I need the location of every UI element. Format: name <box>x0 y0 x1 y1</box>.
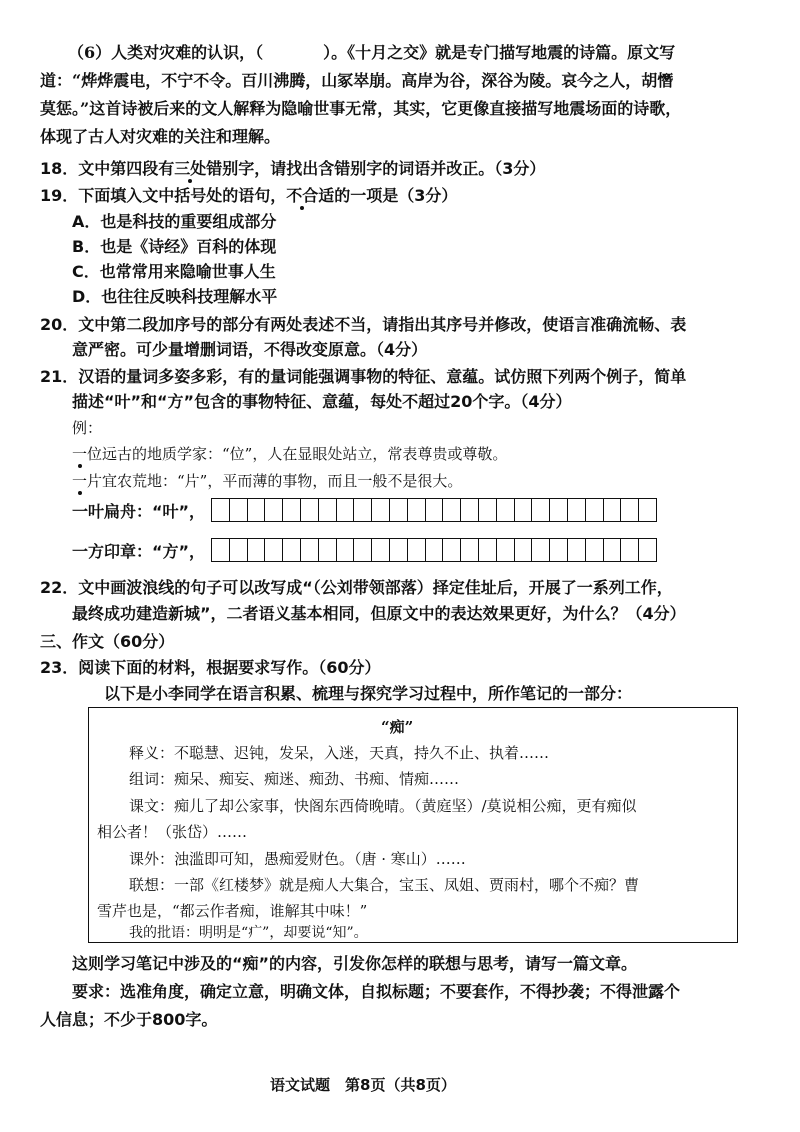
note-textbook-line-2: 相公者！（张岱）…… <box>97 823 248 841</box>
q19-option-a: A．也是科技的重要组成部分 <box>72 212 277 231</box>
answer-grid-cell[interactable] <box>426 539 444 561</box>
q19-option-d: D．也往往反映科技理解水平 <box>72 287 278 306</box>
q18-text-start: 18．文中第四段有 <box>40 159 175 178</box>
note-association-line-2: 雪芹也是，“都云作者痴，谁解其中味！” <box>97 902 368 920</box>
answer-grid-cell[interactable] <box>639 539 657 561</box>
q21-example-label: 例： <box>72 419 103 437</box>
answer-grid-cell[interactable] <box>586 539 604 561</box>
q21-example-2-dot: 一 <box>72 472 88 490</box>
answer-grid-2[interactable] <box>211 538 657 562</box>
question-23: 23．阅读下面的材料，根据要求写作。（60分） <box>40 658 381 677</box>
q19-text-start: 19．下面填入文中括号处的语句， <box>40 186 287 205</box>
essay-requirements-line-2: 人信息；不少于800字。 <box>40 1010 218 1029</box>
answer-grid-cell[interactable] <box>248 539 266 561</box>
answer-grid-cell[interactable] <box>461 499 479 521</box>
answer-grid-cell[interactable] <box>568 499 586 521</box>
answer-grid-cell[interactable] <box>479 539 497 561</box>
answer-grid-cell[interactable] <box>639 499 657 521</box>
passage-line-2: 道：“烨烨震电，不宁不令。百川沸腾，山冢崒崩。高岸为谷，深谷为陵。哀今之人，胡憯 <box>40 71 674 90</box>
answer-grid-cell[interactable] <box>283 539 301 561</box>
answer-grid-cell[interactable] <box>550 499 568 521</box>
answer-grid-cell[interactable] <box>479 499 497 521</box>
answer-grid-cell[interactable] <box>212 499 230 521</box>
q21-example-2 <box>72 470 462 492</box>
answer-grid-cell[interactable] <box>461 539 479 561</box>
answer-grid-cell[interactable] <box>301 539 319 561</box>
passage-line-3: 莫惩。”这首诗被后来的文人解释为隐喻世事无常，其实，它更像直接描写地震场面的诗歌， <box>40 99 682 118</box>
q18-text-end: 错别字，请找出含错别字的词语并改正。（3分） <box>206 159 546 178</box>
answer-grid-cell[interactable] <box>532 539 550 561</box>
question-18 <box>40 158 545 180</box>
answer-grid-cell[interactable] <box>301 499 319 521</box>
q21-example-1 <box>72 443 507 465</box>
passage-line-1-start: （6）人类对灾难的认识，（ <box>68 43 264 62</box>
answer-grid-cell[interactable] <box>532 499 550 521</box>
answer-grid-cell[interactable] <box>248 499 266 521</box>
passage-line-1-end: ）。《十月之交》就是专门描写地震的诗篇。原文写 <box>323 43 676 62</box>
answer-grid-cell[interactable] <box>550 539 568 561</box>
answer-grid-cell[interactable] <box>390 539 408 561</box>
question-22-line-1: 22．文中画波浪线的句子可以改写成“（公刘带领部落）择定佳址后，开展了一系列工作， <box>40 578 673 597</box>
answer-grid-cell[interactable] <box>372 499 390 521</box>
essay-prompt: 这则学习笔记中涉及的“痴”的内容，引发你怎样的联想与思考，请写一篇文章。 <box>72 954 638 973</box>
page-footer: 语文试题 第8页（共8页） <box>270 1076 456 1094</box>
q21-answer-row-1 <box>72 498 657 522</box>
answer-grid-cell[interactable] <box>354 499 372 521</box>
q19-option-b: B．也是《诗经》百科的体现 <box>72 237 277 256</box>
question-21-line-2: 描述“叶”和“方”包含的事物特征、意蕴，每处不超过20个字。（4分） <box>72 392 572 411</box>
answer-grid-cell[interactable] <box>265 539 283 561</box>
answer-grid-cell[interactable] <box>408 499 426 521</box>
question-20-line-1: 20．文中第二段加序号的部分有两处表述不当，请指出其序号并修改，使语言准确流畅、表 <box>40 315 687 334</box>
study-note-box <box>88 707 738 943</box>
answer-grid-cell[interactable] <box>443 499 461 521</box>
passage-line-4: 体现了古人对灾难的关注和理解。 <box>40 127 281 146</box>
answer-grid-cell[interactable] <box>568 539 586 561</box>
note-definition: 释义：不聪慧、迟钝，发呆，入迷，天真，持久不止、执着…… <box>129 744 550 762</box>
question-19 <box>40 185 457 207</box>
note-association-line-1: 联想：一部《红楼梦》就是痴人大集合，宝玉、凤姐、贾雨村，哪个不痴？曹 <box>129 876 640 894</box>
answer-grid-cell[interactable] <box>426 499 444 521</box>
answer-grid-cell[interactable] <box>621 539 639 561</box>
answer-grid-cell[interactable] <box>621 499 639 521</box>
answer-grid-cell[interactable] <box>212 539 230 561</box>
passage-line-1 <box>68 42 675 64</box>
answer-grid-cell[interactable] <box>265 499 283 521</box>
q21-example-1-text: 位远古的地质学家：“位”，人在显眼处站立，常表尊贵或尊敬。 <box>87 445 508 463</box>
answer-grid-cell[interactable] <box>319 499 337 521</box>
answer-grid-cell[interactable] <box>515 499 533 521</box>
answer-grid-cell[interactable] <box>337 539 355 561</box>
answer-grid-cell[interactable] <box>497 539 515 561</box>
answer-grid-cell[interactable] <box>604 539 622 561</box>
answer-grid-cell[interactable] <box>283 499 301 521</box>
q21-example-2-text: 片宜农荒地：“片”，平而薄的事物，而且一般不是很大。 <box>87 472 463 490</box>
q21-example-1-dot: 一 <box>72 445 88 463</box>
q19-emphasis: 不合 <box>286 186 319 205</box>
answer-grid-cell[interactable] <box>372 539 390 561</box>
answer-grid-cell[interactable] <box>604 499 622 521</box>
question-21-line-1: 21．汉语的量词多姿多彩，有的量词能强调事物的特征、意蕴。试仿照下列两个例子，简单 <box>40 367 687 386</box>
answer-grid-cell[interactable] <box>515 539 533 561</box>
q23-intro: 以下是小李同学在语言积累、梳理与探究学习过程中，所作笔记的一部分： <box>104 684 633 703</box>
q21-answer-label-2: 一方印章：“方”， <box>72 541 206 561</box>
q19-option-c: C．也常常用来隐喻世事人生 <box>72 262 276 281</box>
answer-grid-cell[interactable] <box>337 499 355 521</box>
q18-emphasis: 三处 <box>174 159 207 178</box>
answer-grid-cell[interactable] <box>319 539 337 561</box>
answer-grid-cell[interactable] <box>354 539 372 561</box>
answer-grid-cell[interactable] <box>497 499 515 521</box>
note-comment: 我的批语：明明是“疒”，却要说“知”。 <box>129 925 368 941</box>
q21-answer-row-2 <box>72 538 657 562</box>
question-22-line-2: 最终成功建造新城”，二者语义基本相同，但原文中的表达效果更好，为什么？（4分） <box>72 604 686 623</box>
note-textbook-line-1: 课文：痴儿了却公家事，快阁东西倚晚晴。（黄庭坚）/莫说相公痴，更有痴似 <box>129 797 637 815</box>
answer-grid-cell[interactable] <box>408 539 426 561</box>
answer-grid-cell[interactable] <box>230 499 248 521</box>
answer-grid-cell[interactable] <box>390 499 408 521</box>
note-words: 组词：痴呆、痴妄、痴迷、痴劲、书痴、情痴…… <box>129 770 460 788</box>
q21-answer-label-1: 一叶扁舟：“叶”， <box>72 501 206 521</box>
answer-grid-cell[interactable] <box>586 499 604 521</box>
q19-text-end: 适的一项是（3分） <box>318 186 458 205</box>
answer-grid-cell[interactable] <box>443 539 461 561</box>
note-extracurricular: 课外：浊滥即可知，愚痴爱财色。（唐 · 寒山）…… <box>129 850 466 868</box>
section-3-heading: 三、作文（60分） <box>40 632 175 651</box>
note-title: “痴” <box>381 718 414 736</box>
essay-requirements-line-1: 要求：选准角度，确定立意，明确文体，自拟标题；不要套作，不得抄袭；不得泄露个 <box>72 982 681 1001</box>
answer-grid-1[interactable] <box>211 498 657 522</box>
question-20-line-2: 意严密。可少量增删词语，不得改变原意。（4分） <box>72 340 428 359</box>
answer-grid-cell[interactable] <box>230 539 248 561</box>
